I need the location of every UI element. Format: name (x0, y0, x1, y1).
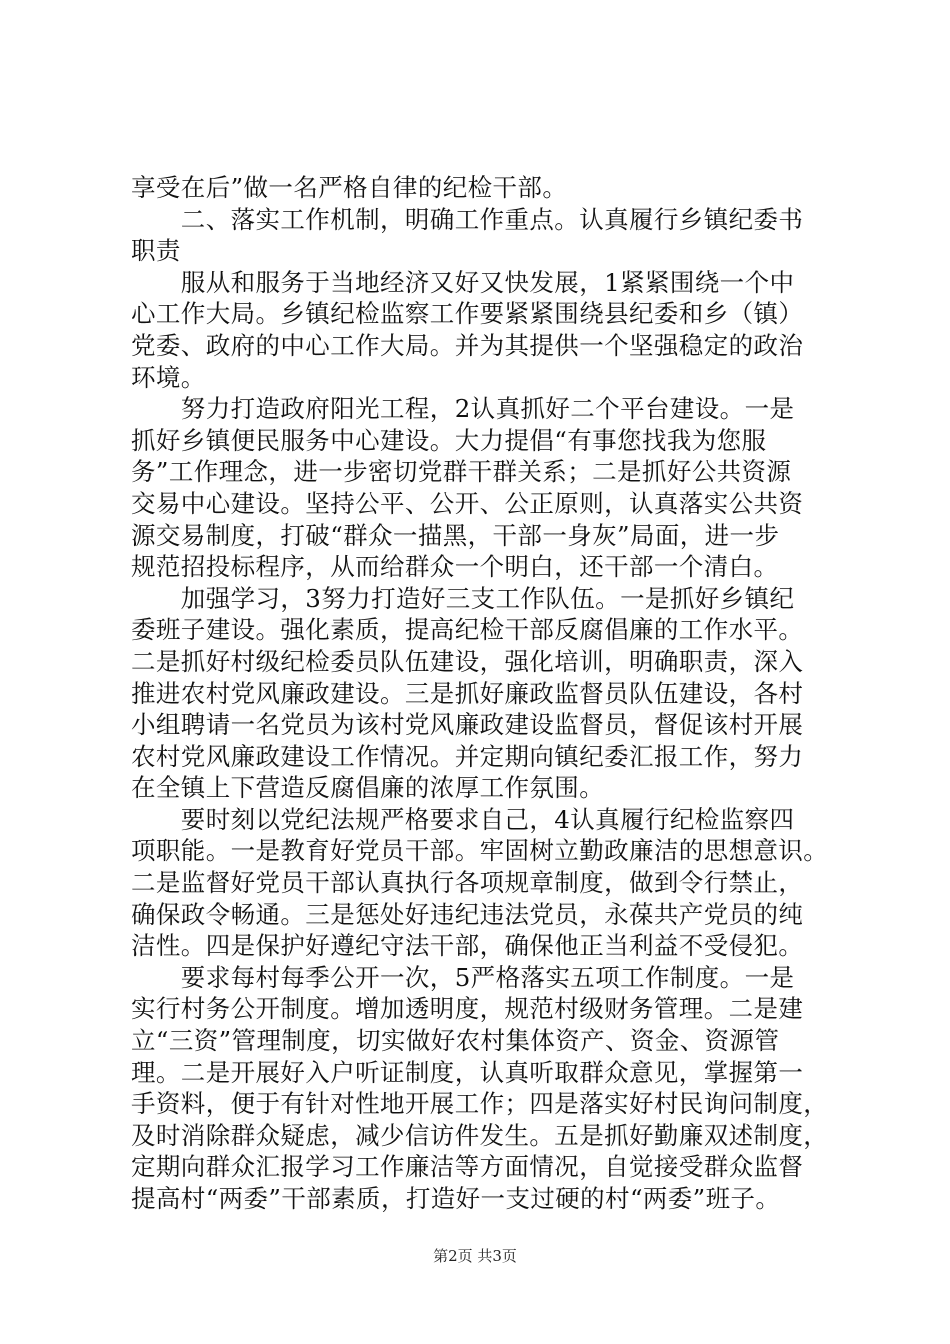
text-line: 二、落实工作机制，明确工作重点。认真履行乡镇纪委书 (131, 204, 804, 234)
text-line: 及时消除群众疑虑，减少信访件发生。五是抓好勤廉双述制度， (131, 1120, 829, 1150)
text-line: 立“三资”管理制度，切实做好农村集体资产、资金、资源管 (131, 1026, 780, 1056)
page-number-footer: 第2页 共3页 (433, 1247, 517, 1265)
text-line: 环境。 (131, 362, 206, 392)
text-line: 实行村务公开制度。增加透明度，规范村级财务管理。二是建 (131, 994, 804, 1024)
text-line: 心工作大局。乡镇纪检监察工作要紧紧围绕县纪委和乡（镇） (131, 299, 804, 329)
text-line: 党委、政府的中心工作大局。并为其提供一个坚强稳定的政治 (131, 330, 804, 360)
text-line: 农村党风廉政建设工作情况。并定期向镇纪委汇报工作，努力 (131, 741, 804, 771)
text-line: 二是抓好村级纪检委员队伍建设，强化培训，明确职责，深入 (131, 646, 804, 676)
text-line: 理。二是开展好入户听证制度，认真听取群众意见，掌握第一 (131, 1057, 804, 1087)
text-line: 二是监督好党员干部认真执行各项规章制度，做到令行禁止， (131, 868, 804, 898)
text-line: 享受在后”做一名严格自律的纪检干部。 (131, 173, 568, 202)
text-line: 定期向群众汇报学习工作廉洁等方面情况，自觉接受群众监督 (131, 1152, 804, 1182)
text-line: 职责 (131, 236, 181, 266)
text-line: 规范招投标程序，从而给群众一个明白，还干部一个清白。 (131, 552, 779, 582)
text-line: 在全镇上下营造反腐倡廉的浓厚工作氛围。 (131, 773, 605, 803)
text-line: 确保政令畅通。三是惩处好违纪违法党员，永葆共产党员的纯 (131, 899, 804, 929)
text-line: 洁性。四是保护好遵纪守法干部，确保他正当利益不受侵犯。 (131, 931, 804, 961)
document-body (131, 172, 831, 1215)
text-line: 小组聘请一名党员为该村党风廉政建设监督员，督促该村开展 (131, 710, 804, 740)
text-line: 加强学习，3努力打造好三支工作队伍。一是抓好乡镇纪 (131, 583, 795, 613)
text-line: 抓好乡镇便民服务中心建设。大力提倡“有事您找我为您服 (131, 425, 767, 455)
text-line: 源交易制度，打破“群众一描黑，干部一身灰”局面，进一步 (131, 520, 780, 550)
text-line: 要求每村每季公开一次，5严格落实五项工作制度。一是 (131, 962, 795, 992)
text-line: 手资料，便于有针对性地开展工作；四是落实好村民询问制度， (131, 1089, 829, 1119)
text-line: 提高村“两委”干部素质，打造好一支过硬的村“两委”班子。 (131, 1184, 781, 1213)
text-line: 委班子建设。强化素质，提高纪检干部反腐倡廉的工作水平。 (131, 615, 804, 645)
text-line: 务”工作理念，进一步密切党群干群关系；二是抓好公共资源 (131, 457, 792, 487)
text-line: 项职能。一是教育好党员干部。牢固树立勤政廉洁的思想意识。 (131, 836, 829, 866)
text-line: 交易中心建设。坚持公平、公开、公正原则，认真落实公共资 (131, 488, 804, 518)
text-line: 推进农村党风廉政建设。三是抓好廉政监督员队伍建设，各村 (131, 678, 804, 708)
text-line: 要时刻以党纪法规严格要求自己，4认真履行纪检监察四 (131, 804, 795, 834)
text-line: 努力打造政府阳光工程，2认真抓好二个平台建设。一是 (131, 394, 795, 424)
text-line: 服从和服务于当地经济又好又快发展，1紧紧围绕一个中 (131, 267, 795, 297)
